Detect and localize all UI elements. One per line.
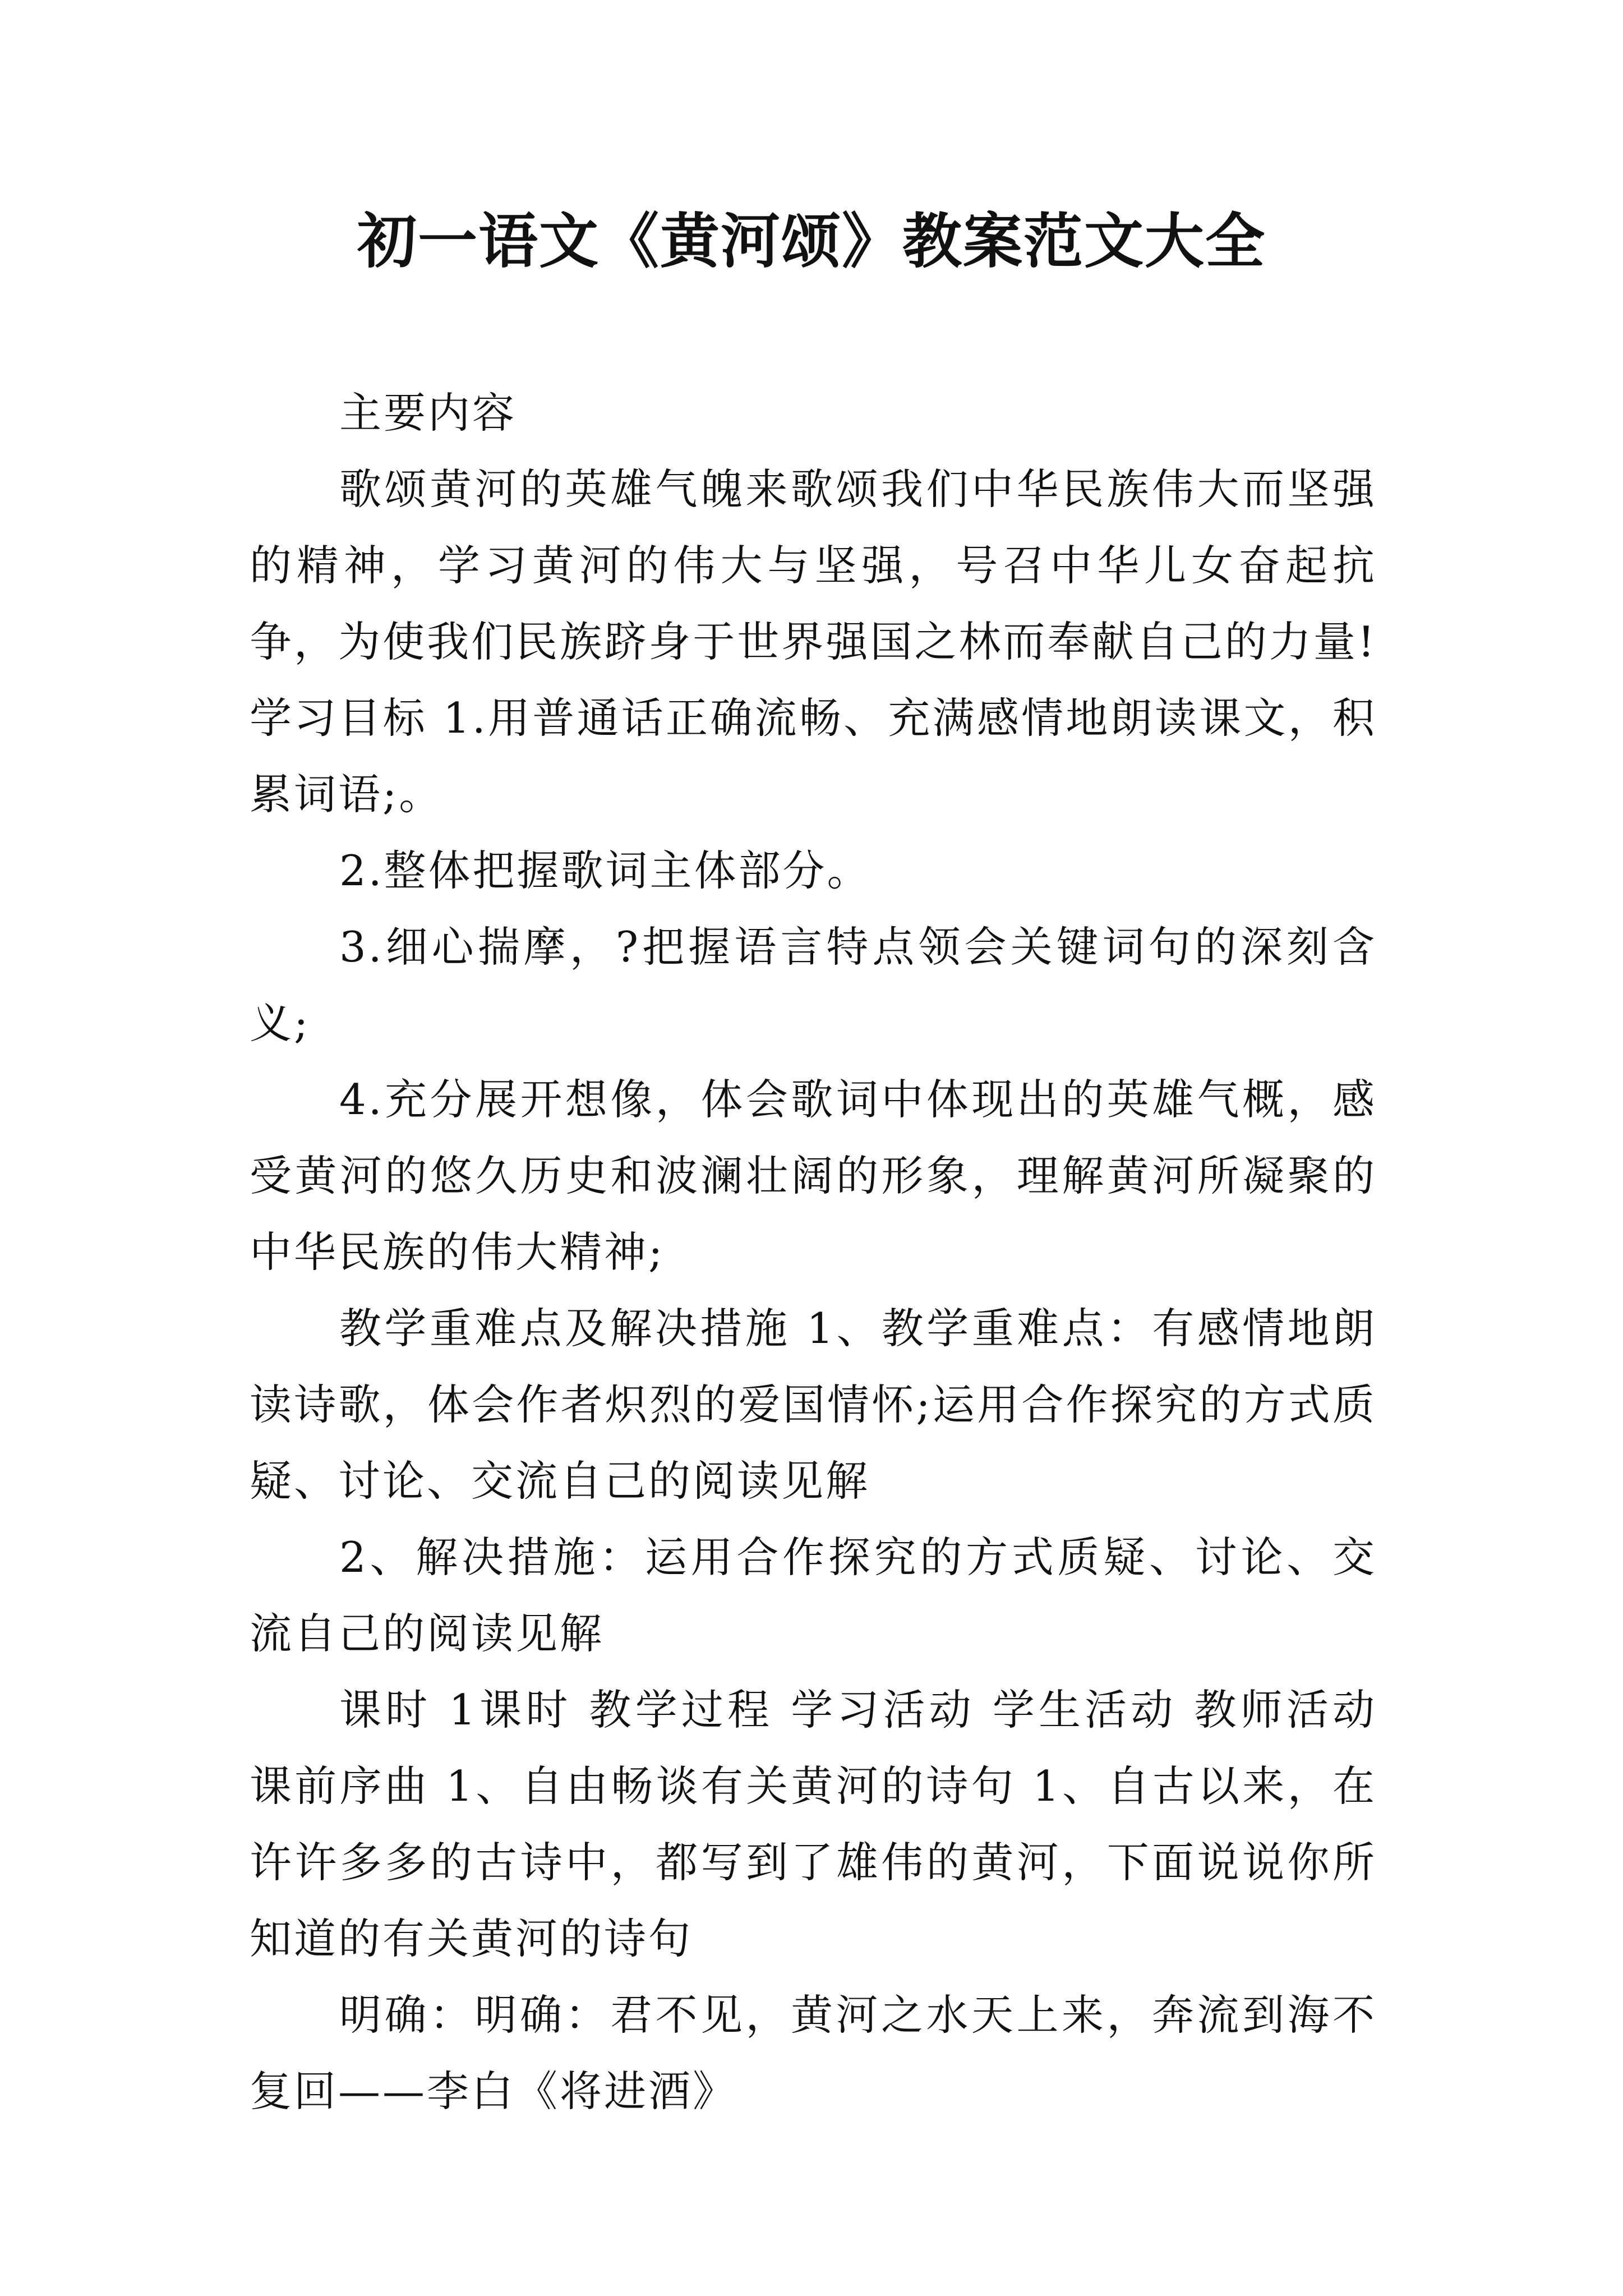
document-title: 初一语文《黄河颂》教案范文大全 [357,206,1266,276]
paragraph: 教学重难点及解决措施 1、教学重难点：有感情地朗读诗歌，体会作者炽烈的爱国情怀;运用合作探究的方式质疑、讨论、交流自己的阅读见解 [250,1304,1377,1506]
paragraph: 歌颂黄河的英雄气魄来歌颂我们中华民族伟大而坚强的精神，学习黄河的伟大与坚强，号召中华儿女奋起抗争，为使我们民族跻身于世界强国之林而奉献自己的力量! 学习目标 1.用普通话正确流畅、充满感情地朗读课文，积累词语;。 [250,464,1377,819]
paragraph: 主要内容 [339,388,517,438]
document-body [250,375,1377,2129]
paragraph: 课时 1课时 教学过程 学习活动 学生活动 教师活动 课前序曲 1、自由畅谈有关黄河的诗句 1、自古以来，在许许多多的古诗中，都写到了雄伟的黄河，下面说说你所知道的有关黄河的诗句 [250,1685,1377,1963]
paragraph: 4.充分展开想像，体会歌词中体现出的英雄气概，感受黄河的悠久历史和波澜壮阔的形象，理解黄河所凝聚的中华民族的伟大精神; [250,1075,1377,1277]
paragraph: 3.细心揣摩，?把握语言特点领会关键词句的深刻含义; [250,922,1377,1048]
paragraph: 明确：明确：君不见，黄河之水天上来，奔流到海不复回——李白《将进酒》 [250,1990,1377,2116]
paragraph: 2、解决措施：运用合作探究的方式质疑、讨论、交流自己的阅读见解 [250,1533,1377,1658]
paragraph: 2.整体把握歌词主体部分。 [339,846,872,895]
